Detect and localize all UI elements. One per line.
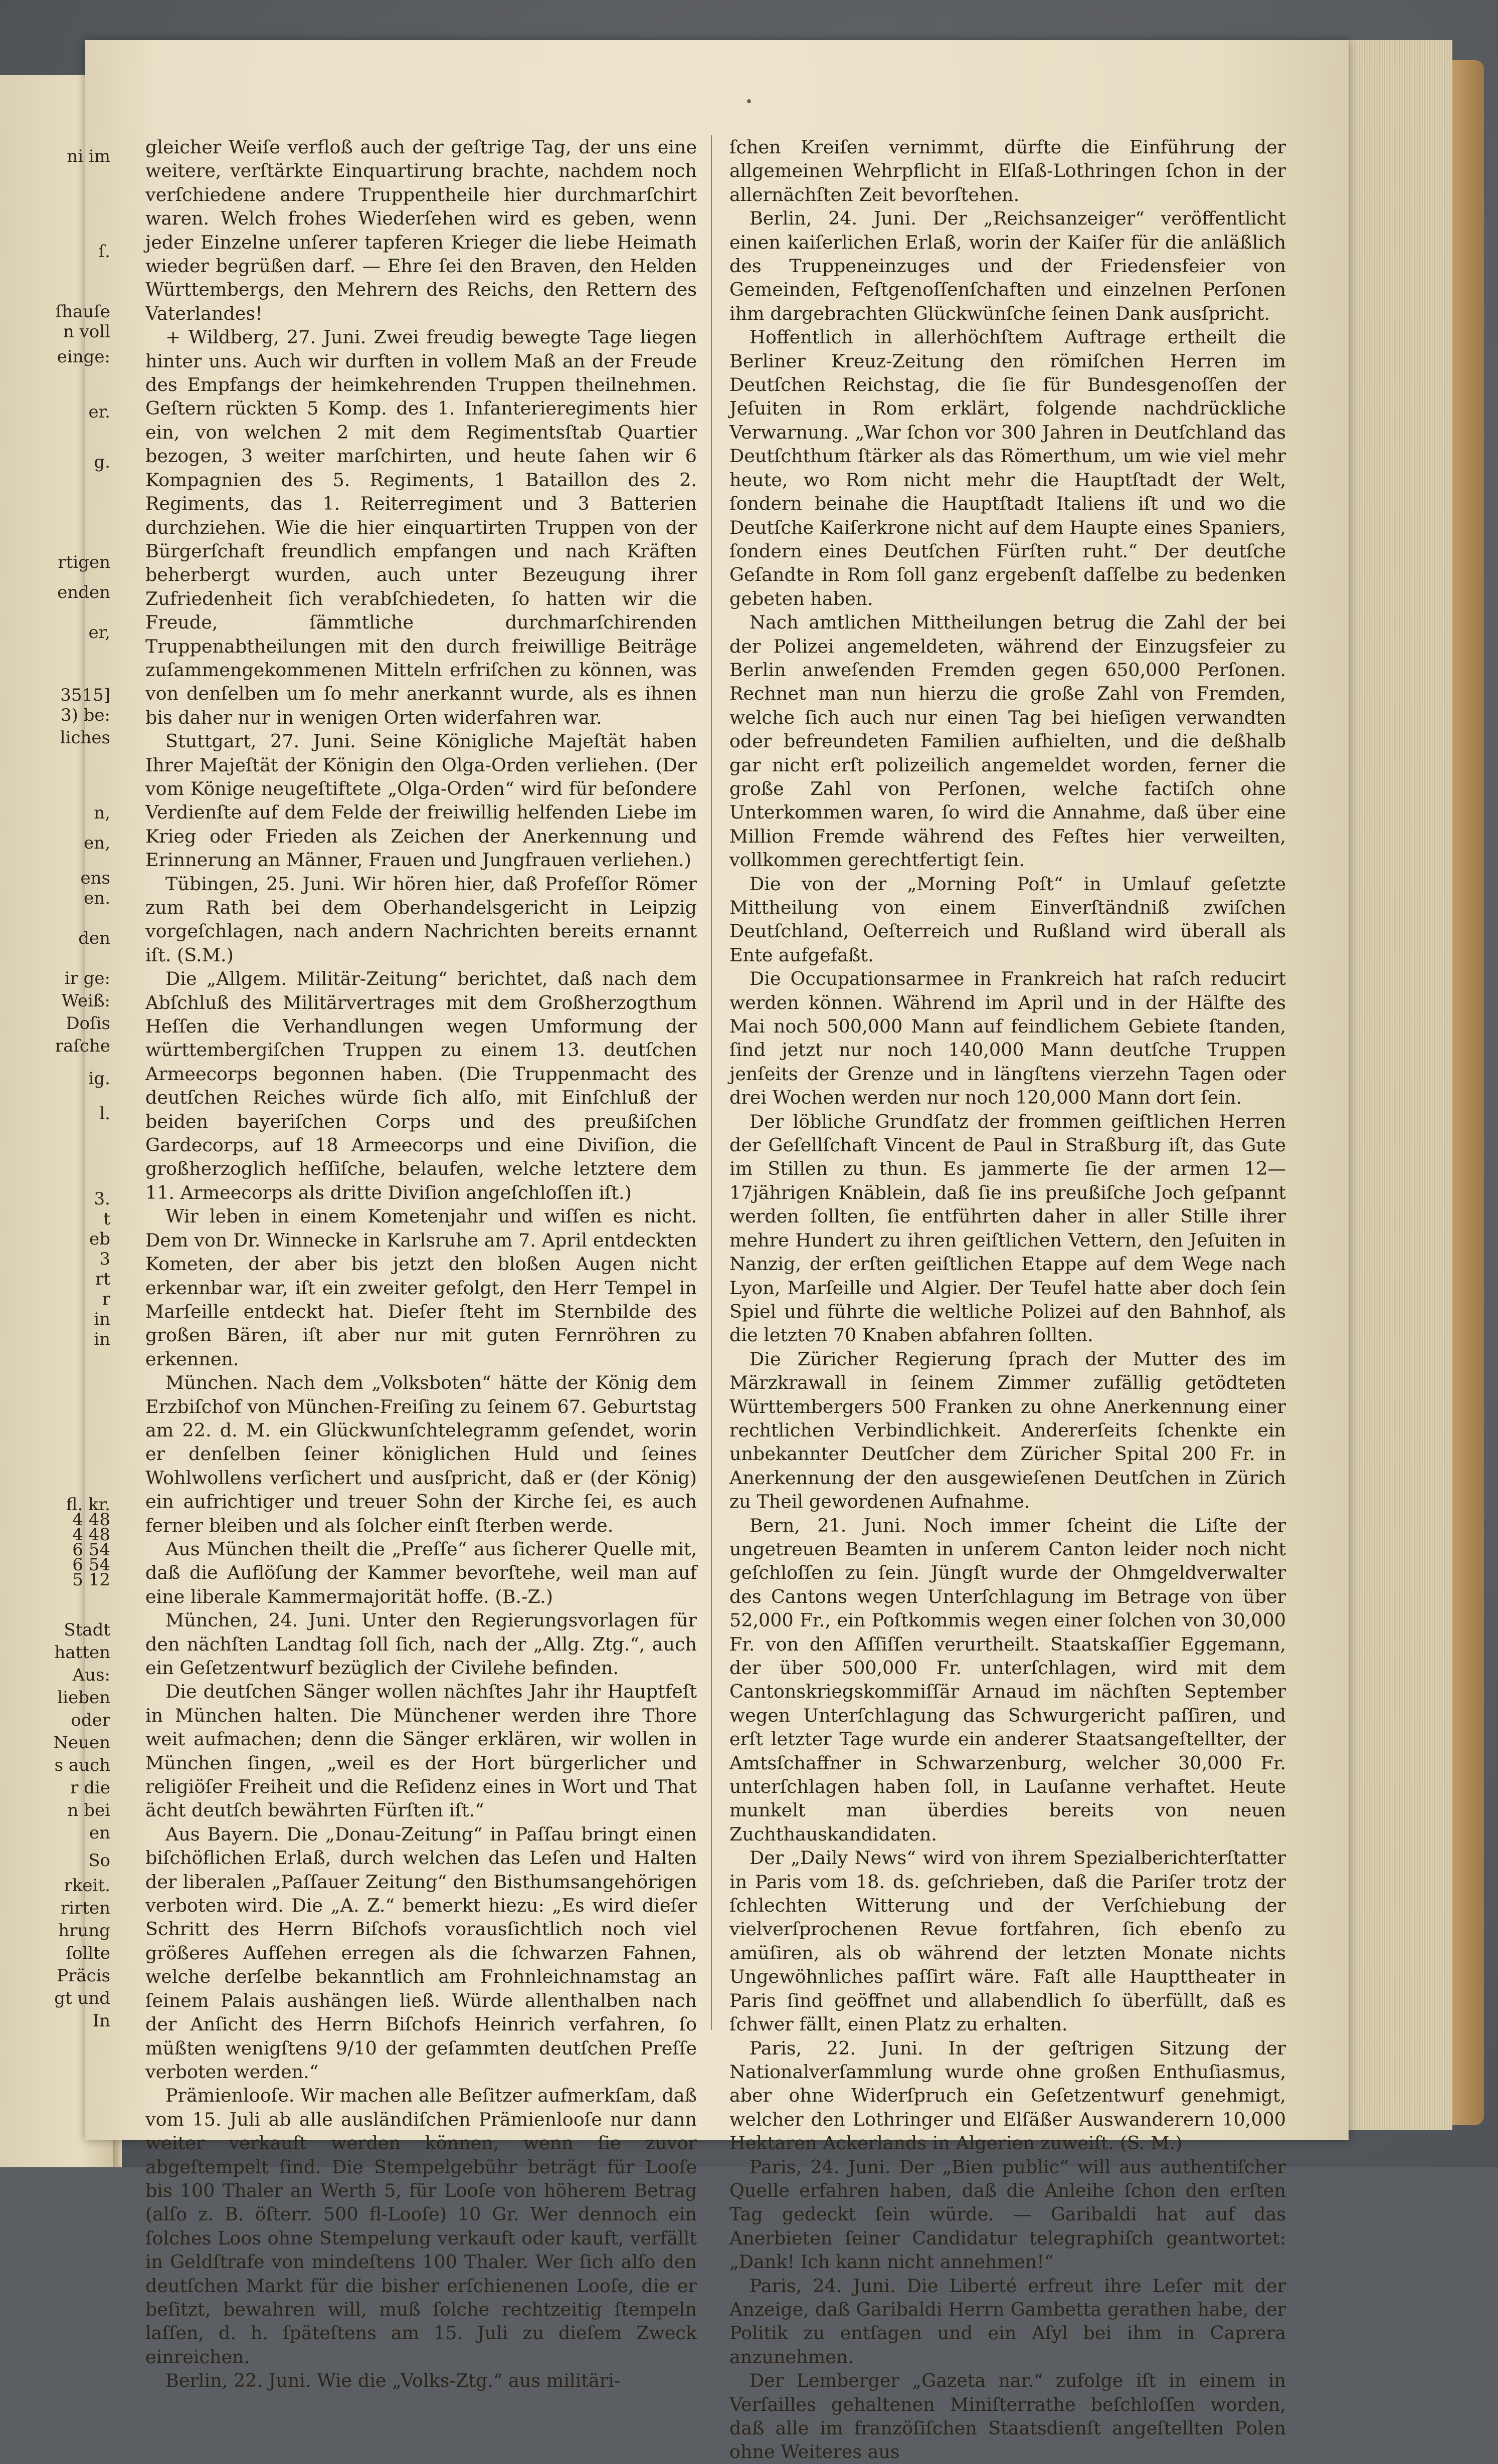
article-paragraph: Der Lemberger „Gazeta nar.“ zufolge iſt in einem in Verſailles gehaltenen Miniſterrathe beſchloſſen worden, daß alle im franzöſiſchen Staatsdienſt angeſtellten Polen ohne Weiteres aus — [729, 2370, 1286, 2463]
left-page-fragment: Aus: — [72, 1665, 110, 1685]
left-page-fragment: 4 48 — [72, 1510, 110, 1530]
article-paragraph: Der „Daily News“ wird von ihrem Spezialberichterſtatter in Paris vom 18. ds. geſchrieben, daß die Pariſer trotz der ſchlechten Witterung und der Verſchiebung der vielverſprochenen Revue fortfahren, ſich ebenſo zu amüſiren, als ob während der letzten Monate nichts Ungewöhnliches paſſirt wäre. Faſt alle Haupttheater in Paris ſind geöffnet und allabendlich ſo überfüllt, daß es ſchwer fällt, einen Platz zu erhalten. — [729, 1847, 1286, 2035]
left-page-fragment: den — [78, 928, 110, 948]
left-page-fragment: s auch — [54, 1755, 110, 1775]
article-paragraph: Bern, 21. Juni. Noch immer ſcheint die Liſte der ungetreuen Beamten in unſerem Canton leider noch nicht geſchloſſen zu ſein. Jüngſt wurde der Ohmgeldverwalter des Cantons wegen Unterſchlagung im Betrage von über 52,000 Fr., ein Poſtkommis wegen einer ſolchen von 30,000 Fr. von den Aſſiſſen verurtheilt. Staatskaſſier Eggemann, der über 500,000 Fr. unterſchlagen, wird mit dem Cantonskriegskommiſſär Arnaud im nächſten September wegen Unterſchlagung das Schwurgericht paſſiren, und erſt letzter Tage wurde ein anderer Staatsangeſtellter, der Amtsſchaffner in Schwarzenburg, welcher 30,000 Fr. unterſchlagen haben ſoll, in Lauſanne verhaftet. Heute munkelt man überdies bereits von neuen Zuchthauskandidaten. — [729, 1514, 1286, 1845]
left-page-fragment: n bei — [67, 1800, 110, 1820]
left-page-fragment: hrung — [58, 1921, 110, 1941]
left-page-fragment: ir ge: — [64, 968, 110, 988]
left-page-fragment: 3. — [94, 1189, 110, 1209]
left-page-fragment: Weiß: — [61, 991, 110, 1011]
left-page-fragment: ens — [80, 868, 110, 888]
article-paragraph: Nach amtlichen Mittheilungen betrug die Zahl der bei der Polizei angemeldeten, während der Einzugsfeier zu Berlin anweſenden Fremden gegen 650,000 Perſonen. Rechnet man nun hierzu die große Zahl von Fremden, welche ſich auch nur einen Tag bei hieſigen verwandten oder befreundeten Familien aufhielten, und die deßhalb gar nicht erſt polizeilich angemeldet worden, ferner die große Zahl von Perſonen, welche factiſch ohne Unterkommen waren, ſo wird die Annahme, daß über eine Million Fremde während des Feſtes hier verweilten, vollkommen gerechtfertigt ſein. — [729, 611, 1286, 871]
left-page-fragment: enden — [57, 582, 110, 602]
left-page-fragment: Neuen — [53, 1733, 110, 1753]
left-page-fragment: Stadt — [64, 1620, 110, 1640]
left-page-fragment: rtigen — [58, 552, 110, 572]
left-page-fragment: ſ. — [98, 242, 110, 262]
left-page-fragment: Doſis — [66, 1013, 110, 1034]
article-paragraph: gleicher Weiſe verfloß auch der geſtrige Tag, der uns eine weitere, verſtärkte Einquartirung brachte, nachdem noch verſchiedene andere Truppentheile hier durchmarſchirt waren. Welch frohes Wiederſehen wird es geben, wenn jeder Einzelne unſerer tapferen Krieger die liebe Heimath wieder begrüßen darf. — Ehre ſei den Braven, den Helden Württembergs, den Mehrern des Reichs, den Rettern des Vaterlandes! — [145, 136, 697, 324]
left-page-fragment: gt und — [54, 1988, 110, 2008]
article-paragraph: Die Occupationsarmee in Frankreich hat raſch reducirt werden können. Während im April und in der Hälfte des Mai noch 500,000 Mann auf feindlichem Gebiete ſtanden, ſind jetzt nur noch 140,000 Mann deutſche Truppen jenſeits der Grenze und in längſtens vierzehn Tagen oder drei Wochen werden nur noch 120,000 Mann dort ſein. — [729, 968, 1286, 1109]
left-page-fragment: In — [92, 2011, 110, 2031]
article-paragraph: Paris, 24. Juni. Der „Bien public“ will aus authentiſcher Quelle erfahren haben, daß die Anleihe ſchon den erſten Tag gedeckt ſein würde. — Garibaldi hat auf das Anerbieten ſeiner Candidatur telegraphiſch geantwortet: „Dank! Ich kann nicht annehmen!“ — [729, 2156, 1286, 2273]
left-page-fragment: en. — [84, 888, 110, 908]
left-page-fragment: r die — [70, 1778, 110, 1798]
text-column-left — [145, 135, 697, 2393]
article-paragraph: Hoffentlich in allerhöchſtem Auftrage ertheilt die Berliner Kreuz-Zeitung den römiſchen Herren im Deutſchen Reichstag, die ſie für Bundesgenoſſen der Jeſuiten in Rom erklärt, folgende nachdrückliche Verwarnung. „War ſchon vor 300 Jahren in Deutſchland das Deutſchthum ſtärker als das Römerthum, um wie viel mehr heute, wo Rom nicht mehr die Hauptſtadt der Welt, ſondern beinahe die Hauptſtadt Italiens iſt und wo die Deutſche Kaiſerkrone nicht auf dem Haupte eines Spaniers, ſondern eines Deutſchen Fürſten ruht.“ Der deutſche Geſandte in Rom ſoll ganz ergebenſt daſſelbe zu bedenken gebeten haben. — [729, 326, 1286, 609]
left-page-fragment: lieben — [57, 1688, 110, 1708]
left-page-fragment: fl. kr. — [66, 1495, 110, 1515]
left-page-fragment: einge: — [57, 347, 110, 367]
article-paragraph: Tübingen, 25. Juni. Wir hören hier, daß Profeſſor Römer zum Rath bei dem Oberhandelsgericht in Leipzig vorgeſchlagen, nach andern Nachrichten bereits ernannt iſt. (S.M.) — [145, 873, 697, 966]
article-paragraph: Die „Allgem. Militär-Zeitung“ berichtet, daß nach dem Abſchluß des Militärvertrages mit dem Großherzogthum Heſſen die Verhandlungen wegen Umformung der württembergiſchen Truppen zu einem 13. deutſchen Armeecorps begonnen haben. (Die Truppenmacht des deutſchen Reiches würde ſich alſo, mit Einſchluß der beiden bayeriſchen Corps und des preußiſchen Gardecorps, auf 18 Armeecorps und eine Diviſion, die großherzoglich heſſiſche, belaufen, welche letztere dem 11. Armeecorps als dritte Diviſion angeſchloſſen iſt.) — [145, 968, 697, 1203]
article-paragraph: Die deutſchen Sänger wollen nächſtes Jahr ihr Hauptfeſt in München halten. Die Münchener werden ihre Thore weit aufmachen; denn die Sänger erklären, wir wollen in München ſingen, „weil es der Hort bürgerlicher und religiöſer Freiheit und die Reſidenz eines in Wort und That ächt deutſch bewährten Fürſten iſt.“ — [145, 1681, 697, 1821]
column-divider — [711, 135, 712, 2030]
left-page-fragment: 6 54 — [72, 1555, 110, 1575]
left-page-fragment: 4 48 — [72, 1525, 110, 1545]
left-page-fragment: liches — [60, 728, 110, 748]
article-paragraph: Paris, 22. Juni. In der geſtrigen Sitzung der Nationalverſammlung wurde ohne großen Enthuſiasmus, aber ohne Widerſpruch ein Geſetzentwurf genehmigt, welcher den Lothringer und Elſäßer Auswanderern 10,000 Hektaren Ackerlands in Algerien zuweiſt. (S. M.) — [729, 2037, 1286, 2154]
article-paragraph: Paris, 24. Juni. Die Liberté erfreut ihre Leſer mit der Anzeige, daß Garibaldi Herrn Gambetta gerathen habe, der Politik zu entſagen und ein Aſyl bei ihm in Caprera anzunehmen. — [729, 2275, 1286, 2368]
left-page-fragment: 5 12 — [72, 1570, 110, 1590]
article-paragraph: München, 24. Juni. Unter den Regierungsvorlagen für den nächſten Landtag ſoll ſich, nach der „Allg. Ztg.“, auch ein Geſetzentwurf bezüglich der Civilehe befinden. — [145, 1609, 697, 1679]
article-paragraph: Stuttgart, 27. Juni. Seine Königliche Majeſtät haben Ihrer Majeſtät der Königin den Olga-Orden verliehen. (Der vom Könige neugeſtiftete „Olga-Orden“ wird für beſondere Verdienſte auf dem Felde der freiwillig helfenden Liebe im Krieg oder Frieden als Zeichen der Anerkennung und Erinnerung an Männer, Frauen und Jungfrauen verliehen.) — [145, 730, 697, 871]
left-page-fragment: l. — [99, 1104, 110, 1124]
article-paragraph: + Wildberg, 27. Juni. Zwei freudig bewegte Tage liegen hinter uns. Auch wir durften in vollem Maß an der Freude des Empfangs der heimkehrenden Truppen theilnehmen. Geſtern rückten 5 Komp. des 1. Infanterieregiments hier ein, von welchen 2 mit dem Regimentsſtab Quartier bezogen, 3 weiter marſchirten, und heute ſahen wir 6 Kompagnien des 5. Regiments, 1 Bataillon des 2. Regiments, das 1. Reiterregiment und 3 Batterien durchziehen. Wie die hier einquartirten Truppen von der Bürgerſchaft freundlich empfangen und nach Kräften beherbergt wurden, auch unter Bezeugung ihrer Zufriedenheit ſich verabſchiedeten, ſo hatten wir die Freude, ſämmtliche durchmarſchirenden Truppenabtheilungen mit den durch freiwillige Beiträge zuſammengekommenen Mitteln erfriſchen zu können, was von denſelben um ſo mehr anerkannt wurde, als es ihnen bis daher nur in wenigen Orten widerfahren war. — [145, 326, 697, 728]
left-page-fragment: 3) be: — [60, 705, 110, 725]
article-paragraph: Berlin, 24. Juni. Der „Reichsanzeiger“ veröffentlicht einen kaiſerlichen Erlaß, worin der Kaiſer für die anläßlich des Truppeneinzuges und der Friedensfeier von Gemeinden, Feſtgenoſſenſchaften und einzelnen Perſonen ihm dargebrachten Glückwünſche ſeinen Dank ausſpricht. — [729, 208, 1286, 324]
page-stack-edge — [1346, 40, 1452, 2130]
left-page-fragment: 6 54 — [72, 1540, 110, 1560]
left-page-fragment: g. — [94, 452, 110, 472]
page-dot — [747, 99, 751, 103]
left-page-fragment: t — [103, 1209, 110, 1229]
left-page-fragment: eb — [89, 1229, 110, 1249]
left-page-fragment: 3 — [99, 1249, 110, 1269]
article-paragraph: Die von der „Morning Poſt“ in Umlauf geſetzte Mittheilung von einem Einverſtändniß zwiſchen Deutſchland, Oeſterreich und Rußland wird überall als Ente aufgefaßt. — [729, 873, 1286, 966]
article-paragraph: Prämienlooſe. Wir machen alle Beſitzer aufmerkſam, daß vom 15. Juli ab alle ausländiſchen Prämienlooſe nur dann weiter verkauft werden können, wenn ſie zuvor abgeſtempelt ſind. Die Stempelgebühr beträgt für Looſe bis 100 Thaler an Werth 5, für Looſe von höherem Betrag (alſo z. B. öſterr. 500 fl-Looſe) 10 Gr. Wer dennoch ein ſolches Loos ohne Stempelung verkauft oder kauft, verfällt in Geldſtrafe von mindeſtens 100 Thaler. Wer ſich alſo den deutſchen Markt für die bisher erſchienenen Looſe, die er beſitzt, bewahren will, muß ſolche rechtzeitig ſtempeln laſſen, d. h. ſpäteſtens am 15. Juli zu dieſem Zweck einreichen. — [145, 2085, 697, 2368]
article-paragraph: Die Züricher Regierung ſprach der Mutter des im Märzkrawall in ſeinem Zimmer zufällig getödteten Württembergers 500 Franken zu ohne Anerkennung einer rechtlichen Verbindlichkeit. Andererſeits ſchenkte ein unbekannter Deutſcher dem Züricher Spital 200 Fr. in Anerkennung der den ausgewieſenen Deutſchen in Zürich zu Theil gewordenen Aufnahme. — [729, 1348, 1286, 1513]
left-page-fragment: in — [94, 1329, 110, 1349]
left-page-fragment: r — [102, 1289, 110, 1309]
left-page-fragment: n, — [94, 803, 110, 823]
left-page-fragment: raſche — [55, 1036, 110, 1056]
text-column-right — [729, 135, 1286, 2464]
left-page-fragment: hatten — [54, 1642, 110, 1663]
left-page-fragment: in — [94, 1309, 110, 1329]
article-paragraph: Wir leben in einem Kometenjahr und wiſſen es nicht. Dem von Dr. Winnecke in Karlsruhe am 7. April entdeckten Kometen, der aber bis jetzt den bloßen Augen nicht erkennbar war, iſt ein zweiter gefolgt, den Herr Tempel in Marſeille entdeckt hat. Dieſer ſteht im Sternbilde des großen Bären, iſt aber nur mit guten Fernröhren zu erkennen. — [145, 1205, 697, 1370]
article-paragraph: Berlin, 22. Juni. Wie die „Volks-Ztg.“ aus militäri- — [165, 2370, 621, 2392]
left-page-fragment: rt — [95, 1269, 110, 1289]
article-paragraph: Aus München theilt die „Preſſe“ aus ſicherer Quelle mit, daß die Auflöſung der Kammer bevorſtehe, weil man auf eine liberale Kammermajorität hoffe. (B.-Z.) — [145, 1538, 697, 1607]
left-page-fragment: en — [89, 1823, 110, 1843]
left-page-fragment: ig. — [88, 1069, 110, 1089]
left-page-fragment: oder — [71, 1710, 110, 1730]
left-page-fragment: rkeit. — [64, 1876, 110, 1896]
article-paragraph: Aus Bayern. Die „Donau-Zeitung“ in Paſſau bringt einen biſchöflichen Erlaß, durch welchen das Leſen und Halten der liberalen „Paſſauer Zeitung“ den Bisthumsangehörigen verboten wird. Die „A. Z.“ bemerkt hiezu: „Es wird dieſer Schritt des Herrn Biſchofs vorausſichtlich noch viel größeres Aufſehen erregen als die ſchwarzen Fahnen, welche derſelbe bekanntlich am Frohnleichnamstag an ſeinem Palais aushängen ließ. Würde allenthalben nach der Anſicht des Herrn Biſchofs Heinrich verfahren, ſo müßten wenigſtens 9/10 der geſammten deutſchen Preſſe verboten werden.“ — [145, 1823, 697, 2083]
left-page-fragment: n voll — [63, 322, 110, 342]
left-page-fragment: ſhauſe — [55, 302, 110, 322]
left-page-fragment: So — [88, 1851, 110, 1871]
left-page-fragment: ſollte — [66, 1943, 110, 1963]
left-page-fragment: er, — [88, 623, 110, 643]
left-page-fragment: er. — [88, 402, 110, 422]
left-page-fragment: en, — [84, 833, 110, 853]
article-paragraph: ſchen Kreiſen vernimmt, dürfte die Einführung der allgemeinen Wehrpflicht in Elſaß-Lothringen ſchon in der allernächſten Zeit bevorſtehen. — [729, 136, 1286, 206]
left-page-fragment: 3515] — [60, 685, 110, 705]
left-page-fragment: Präcis — [57, 1966, 110, 1986]
article-paragraph: Der löbliche Grundſatz der frommen geiſtlichen Herren der Geſellſchaft Vincent de Paul in Straßburg iſt, das Gute im Stillen zu thun. Es jammerte ſie der armen 12—17jährigen Knäblein, daß ſie ins preußiſche Joch geſpannt werden ſollten, ſie entführten daher in aller Stille ihrer mehre Hundert zu ihren geiſtlichen Vettern, den Jeſuiten in Nanzig, der erſten geiſtlichen Etappe auf dem Wege nach Lyon, Marſeille und Algier. Der Teufel hatte aber doch ſein Spiel und führte die weltliche Polizei auf den Bahnhof, als die letzten 70 Knaben abfahren ſollten. — [729, 1110, 1286, 1346]
left-page-fragment: ni im — [67, 146, 110, 166]
article-paragraph: München. Nach dem „Volksboten“ hätte der König dem Erzbiſchof von München-Freiſing zu ſeinem 67. Geburtstag am 22. d. M. ein Glückwunſchtelegramm geſendet, worin er denſelben ſeiner königlichen Huld und ſeines Wohlwollens verſichert und ausſpricht, daß er (der König) ein aufrichtiger und treuer Sohn der Kirche ſei, es auch ferner bleiben und als ſolcher einſt ſterben werde. — [145, 1372, 697, 1536]
newspaper-page — [85, 40, 1349, 2463]
left-page-fragment: rirten — [60, 1898, 110, 1918]
